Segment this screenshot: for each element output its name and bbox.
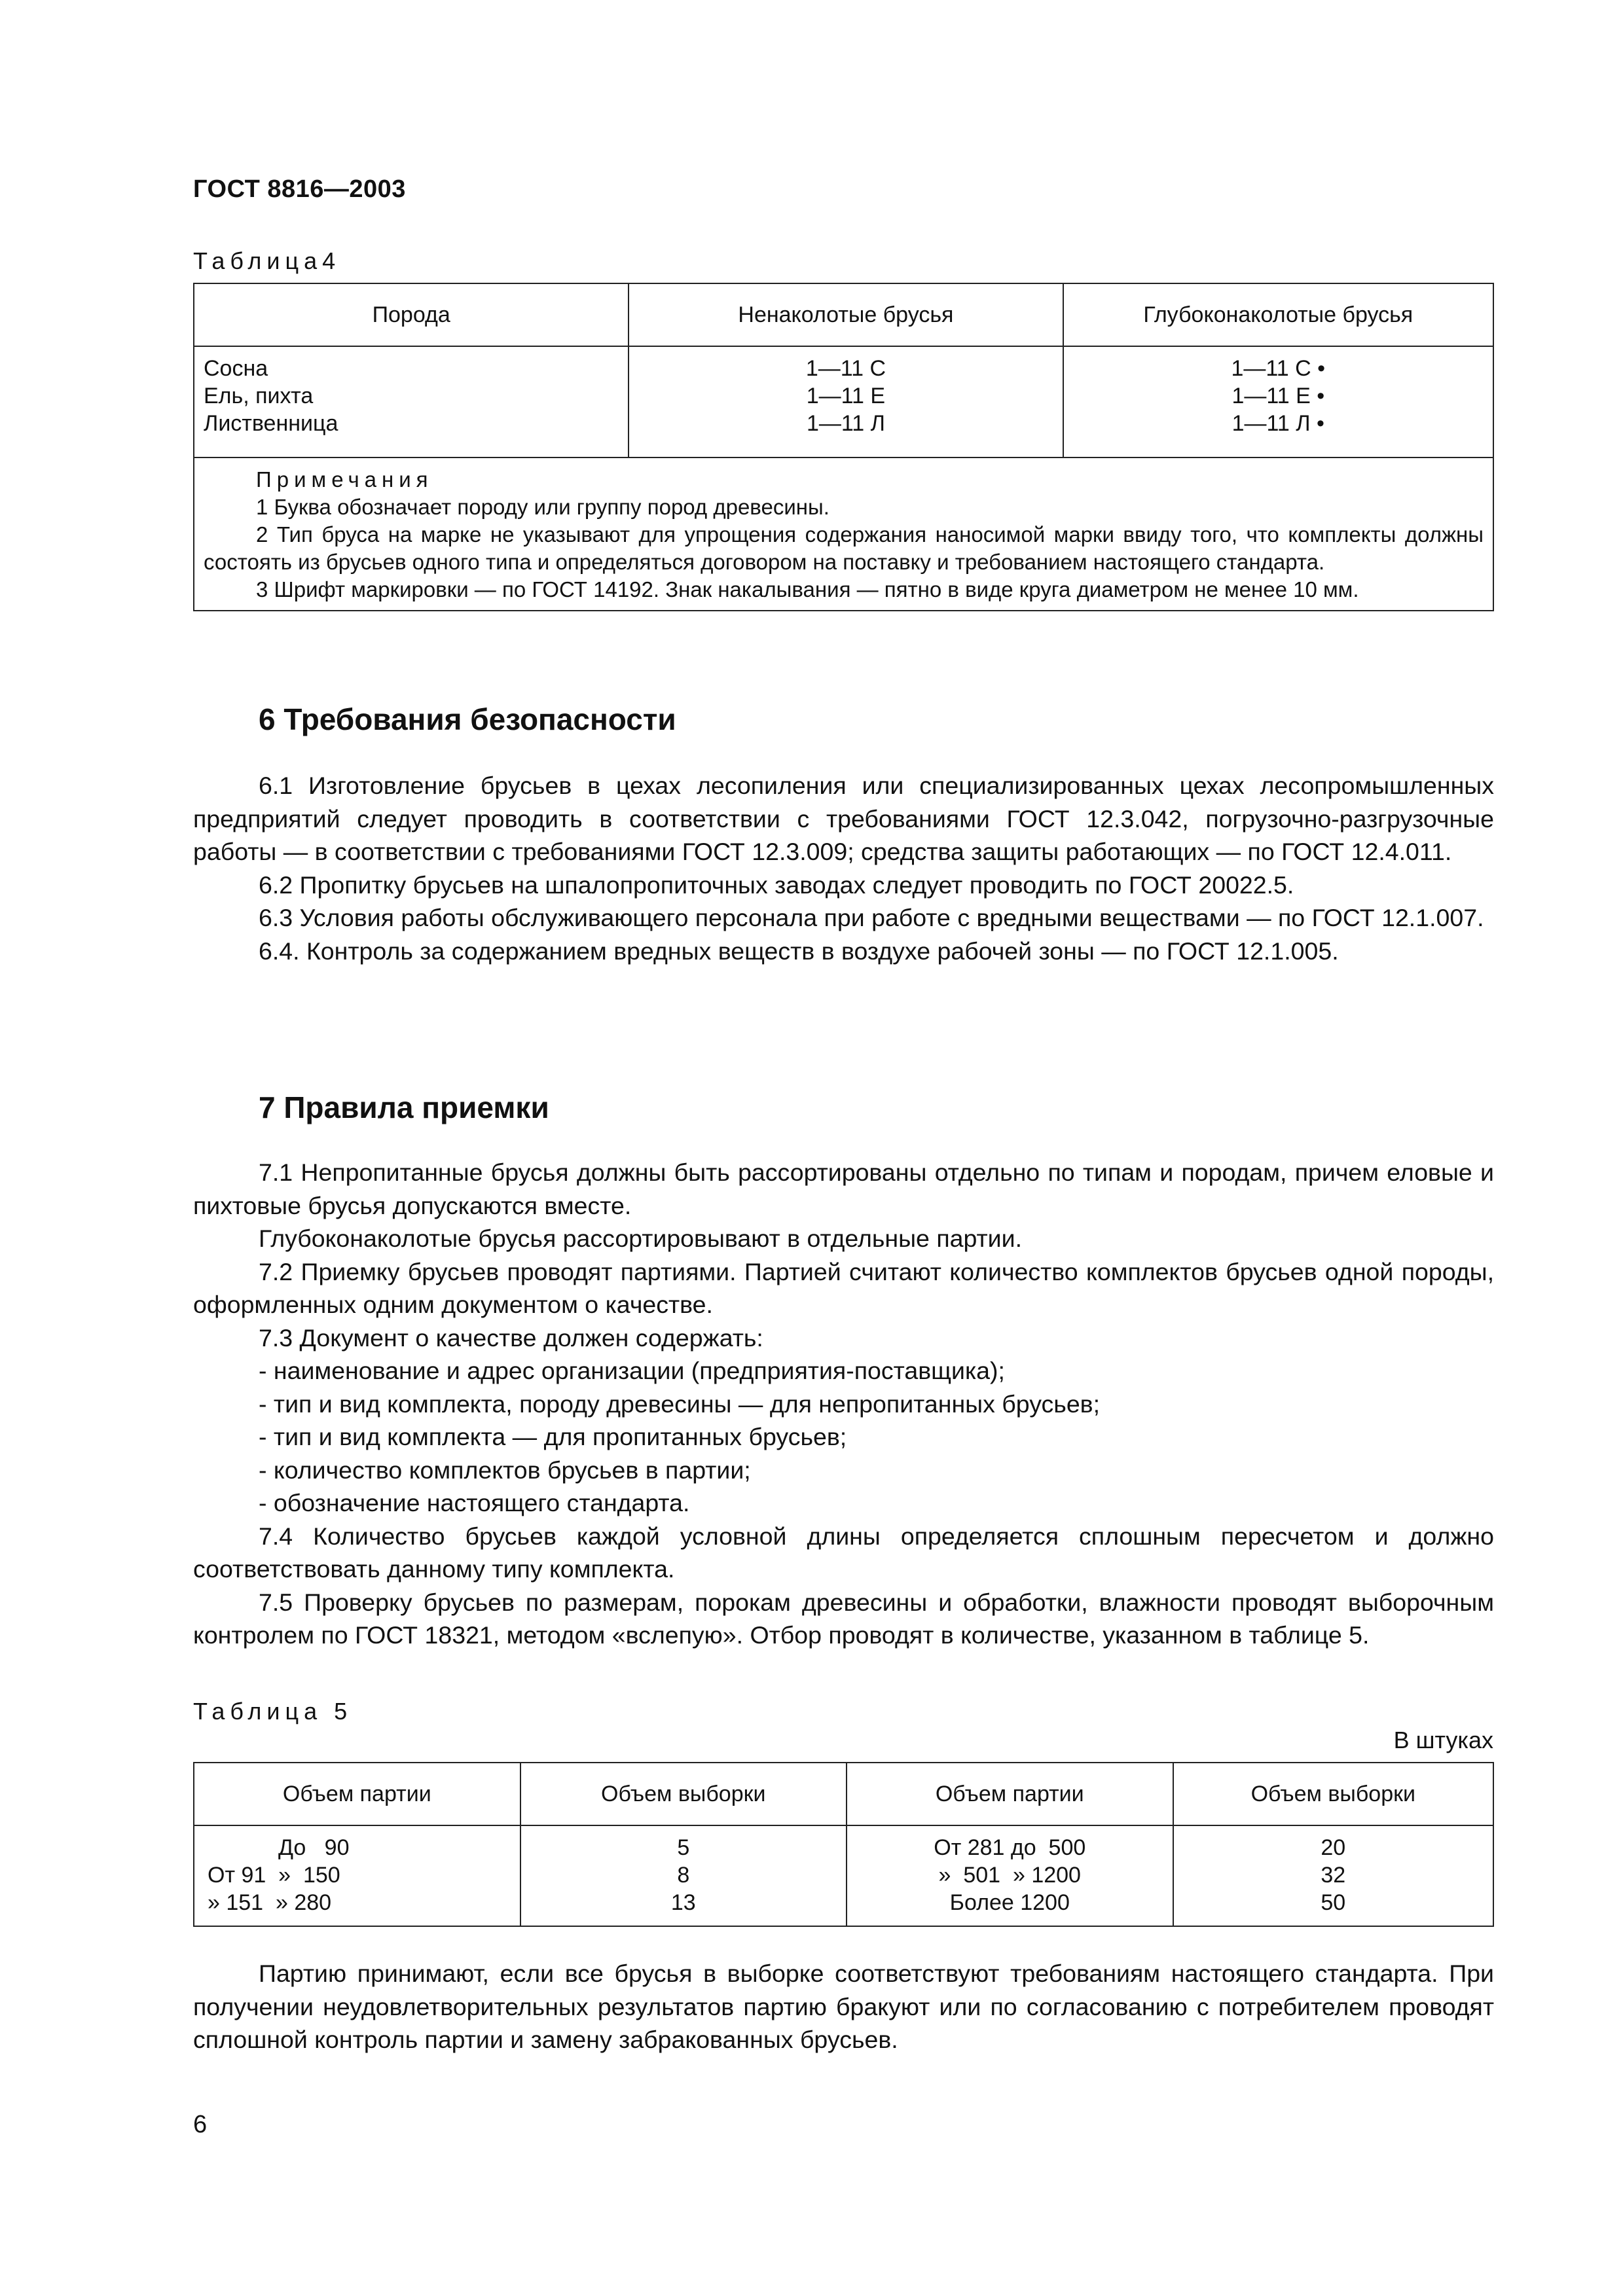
plain-mark: 1—11 Е bbox=[806, 384, 886, 408]
sample-size: 13 bbox=[670, 1890, 696, 1915]
table5-header-row bbox=[194, 1763, 1493, 1825]
table-row bbox=[194, 1825, 1493, 1926]
sample-size: 50 bbox=[1321, 1890, 1346, 1915]
paragraph: Партию принимают, если все брусья в выборке соответствуют требованиям настоящего стандарта. При получении неудовлетворительных результатов партию бракуют или по согласованию с потребителем проводят сплошной контроль партии и замену забракованных брусьев. bbox=[193, 1960, 1494, 2053]
plain-mark: 1—11 С bbox=[805, 356, 886, 381]
table4-notes-row bbox=[194, 457, 1493, 611]
table5-col-sample: Объем выборки bbox=[1173, 1763, 1493, 1825]
table4-plain-cell bbox=[629, 346, 1063, 457]
paragraph: 7.3 Документ о качестве должен содержать: bbox=[259, 1323, 763, 1352]
lot-size: » 501 » 1200 bbox=[938, 1863, 1081, 1888]
sample-size: 20 bbox=[1321, 1835, 1346, 1860]
table-row bbox=[194, 346, 1493, 457]
table5-col-lot: Объем партии bbox=[194, 1763, 520, 1825]
species-name: Лиственница bbox=[204, 411, 338, 436]
section-6-body bbox=[193, 769, 1494, 967]
deep-mark: 1—11 Л • bbox=[1231, 411, 1324, 436]
table5-units: В штуках bbox=[1393, 1727, 1493, 1753]
lot-size: » 151 » 280 bbox=[208, 1890, 332, 1915]
species-name: Ель, пихта bbox=[204, 384, 314, 408]
deep-mark: 1—11 С • bbox=[1231, 356, 1326, 381]
closing-text bbox=[193, 1957, 1494, 2056]
list-item: - тип и вид комплекта, породу древесины — для непропитанных брусьев; bbox=[259, 1390, 1101, 1418]
table5-sample-left bbox=[520, 1825, 847, 1926]
table5-col-lot: Объем партии bbox=[847, 1763, 1173, 1825]
lot-size: До 90 bbox=[278, 1835, 350, 1860]
paragraph: 6.4. Контроль за содержанием вредных веществ в воздухе рабочей зоны — по ГОСТ 12.1.005. bbox=[259, 937, 1339, 965]
sample-size: 32 bbox=[1321, 1863, 1346, 1888]
table4-col-species: Порода bbox=[194, 283, 629, 346]
table5-lot-left bbox=[194, 1825, 520, 1926]
lot-size: От 281 до 500 bbox=[934, 1835, 1086, 1860]
sample-size: 5 bbox=[677, 1835, 690, 1860]
table4-header-row bbox=[194, 283, 1493, 346]
lot-size: От 91 » 150 bbox=[208, 1863, 340, 1888]
sample-size: 8 bbox=[677, 1863, 690, 1888]
table4-caption: Таблица4 bbox=[193, 247, 341, 274]
table4 bbox=[193, 283, 1494, 611]
table4-col-plain: Ненаколотые брусья bbox=[629, 283, 1063, 346]
lot-size: Более 1200 bbox=[949, 1890, 1070, 1915]
paragraph: 7.1 Непропитанные брусья должны быть рассортированы отдельно по типам и породам, причем еловые и пихтовые брусья допускаются вместе. bbox=[193, 1158, 1494, 1219]
table5-lot-right bbox=[847, 1825, 1173, 1926]
section-6-title: 6 Требования безопасности bbox=[259, 702, 676, 736]
paragraph: 7.2 Приемку брусьев проводят партиями. Партией считают количество комплектов брусьев одной породы, оформленных одним документом о качестве. bbox=[193, 1257, 1494, 1318]
table5-sample-right bbox=[1173, 1825, 1493, 1926]
table5 bbox=[193, 1762, 1494, 1927]
table5-caption: Таблица 5 bbox=[193, 1698, 353, 1725]
list-item: - количество комплектов брусьев в партии; bbox=[259, 1456, 751, 1484]
list-item: - наименование и адрес организации (предприятия-поставщика); bbox=[259, 1357, 1005, 1384]
note-item: 1 Буква обозначает породу или группу пород древесины. bbox=[256, 495, 830, 519]
paragraph: 6.3 Условия работы обслуживающего персонала при работе с вредными веществами — по ГОСТ 12.1.007. bbox=[259, 904, 1484, 931]
table4-col-deep: Глубоконаколотые брусья bbox=[1063, 283, 1493, 346]
paragraph: 6.1 Изготовление брусьев в цехах лесопиления или специализированных цехах лесопромышленных предприятий следует проводить в соответствии с требованиями ГОСТ 12.3.042, погрузочно-разгрузочные работы — в соответствии с требованиями ГОСТ 12.3.009; средства защиты работающих — по ГОСТ 12.4.011. bbox=[193, 772, 1494, 865]
table4-notes bbox=[194, 457, 1493, 611]
list-item: - тип и вид комплекта — для пропитанных брусьев; bbox=[259, 1423, 847, 1450]
table5-col-sample: Объем выборки bbox=[520, 1763, 847, 1825]
list-item: - обозначение настоящего стандарта. bbox=[259, 1489, 690, 1516]
species-name: Сосна bbox=[204, 356, 268, 381]
paragraph: 6.2 Пропитку брусьев на шпалопропиточных заводах следует проводить по ГОСТ 20022.5. bbox=[259, 870, 1294, 899]
note-item: 3 Шрифт маркировки — по ГОСТ 14192. Знак накалывания — пятно в виде круга диаметром не менее 10 мм. bbox=[256, 577, 1359, 601]
paragraph: Глубоконаколотые брусья рассортировывают в отдельные партии. bbox=[259, 1225, 1022, 1252]
note-item: 2 Тип бруса на марке не указывают для упрощения содержания наносимой марки ввиду того, что комплекты должны состоять из брусьев одного типа и определяться договором на поставку и требованием настоящего стандарта. bbox=[204, 522, 1484, 574]
table4-species-cell bbox=[194, 346, 629, 457]
section-7-title: 7 Правила приемки bbox=[259, 1090, 549, 1124]
table4-deep-cell bbox=[1063, 346, 1493, 457]
document-header: ГОСТ 8816—2003 bbox=[193, 175, 406, 203]
plain-mark: 1—11 Л bbox=[806, 411, 885, 436]
paragraph: 7.5 Проверку брусьев по размерам, порокам древесины и обработки, влажности проводят выборочным контролем по ГОСТ 18321, методом «вслепую». Отбор проводят в количестве, указанном в таблице 5. bbox=[193, 1588, 1494, 1649]
section-7-body bbox=[193, 1156, 1494, 1652]
paragraph: 7.4 Количество брусьев каждой условной длины определяется сплошным пересчетом и должно соответствовать данному типу комплекта. bbox=[193, 1522, 1494, 1583]
notes-title: Примечания bbox=[256, 467, 433, 492]
deep-mark: 1—11 Е • bbox=[1231, 384, 1325, 408]
page-number: 6 bbox=[193, 2111, 208, 2138]
